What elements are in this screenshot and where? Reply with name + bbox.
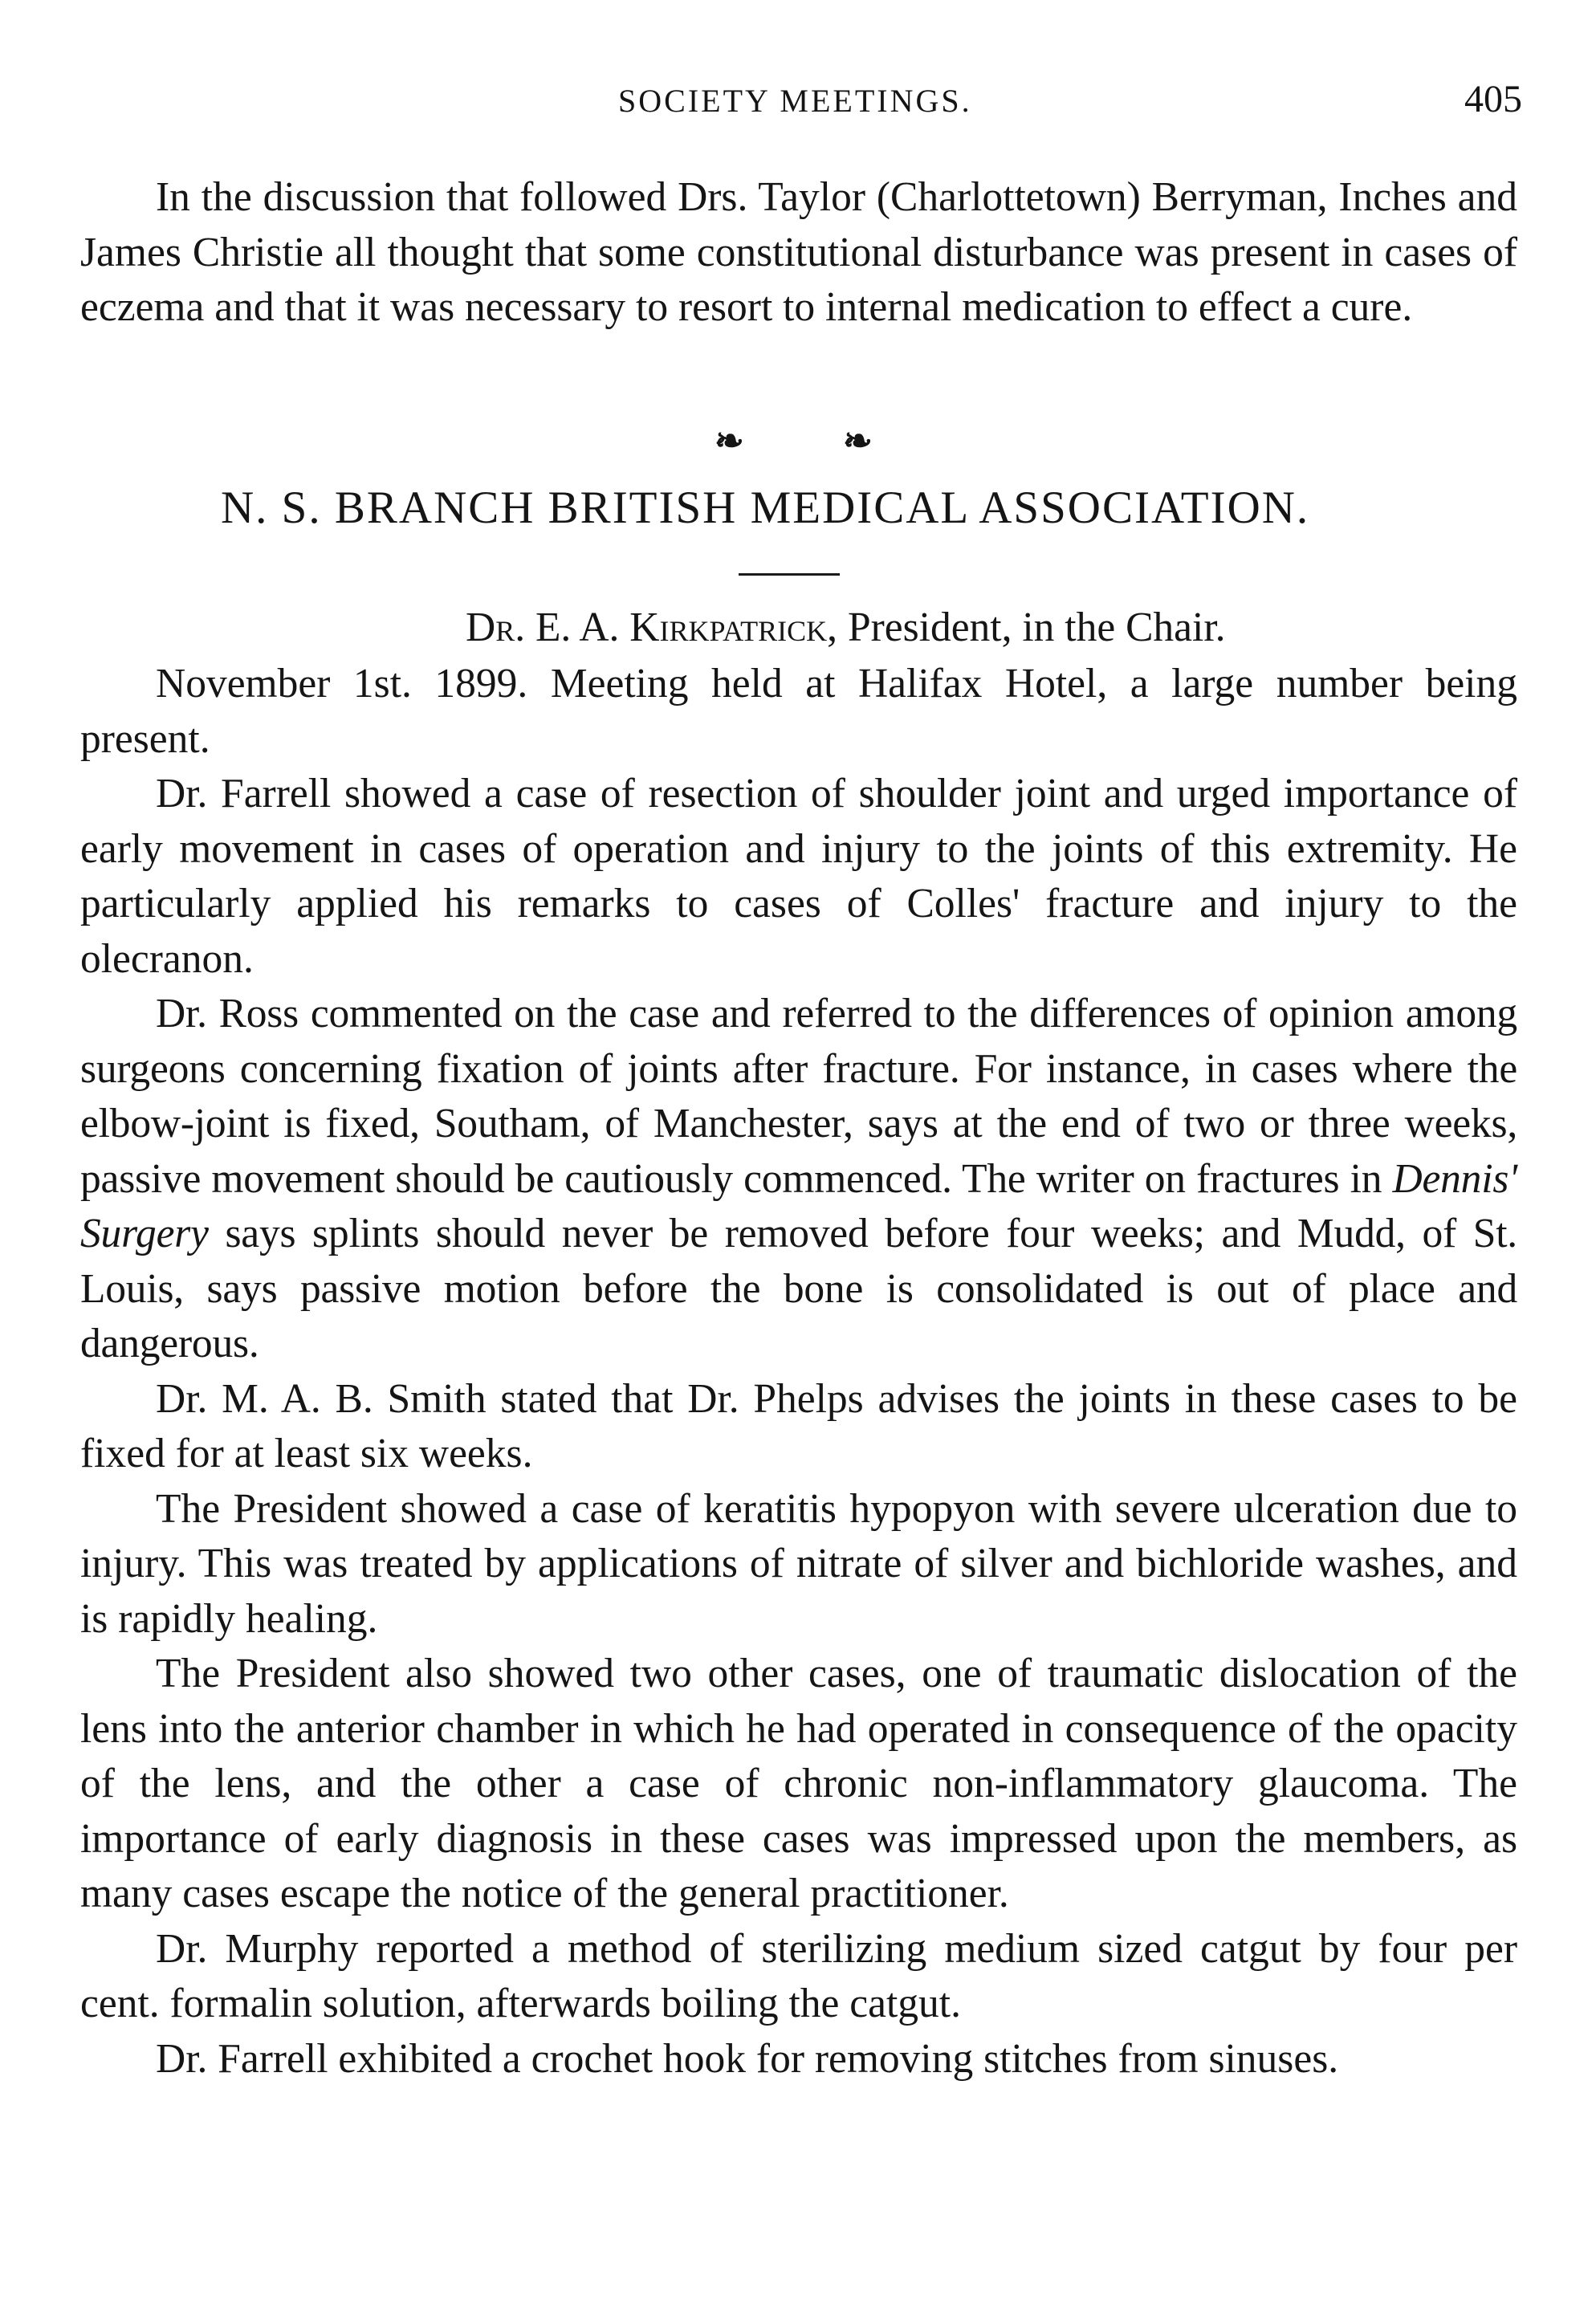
minutes-paragraph-ross [80,987,1517,1372]
page-number: 405 [1464,78,1522,120]
minutes-paragraph-date: November 1st. 1899. Meeting held at Halifax Hotel, a large number being present. [80,661,1517,762]
section-ornament [706,417,899,466]
ross-text-before: Dr. Ross commented on the case and referred to the differences of opinion among surgeons concerning fixation of joints after fracture. For instance, in cases where the elbow-joint is fixed, Southam, of Manchester, says at the end of two or three weeks, passive movement should be cautiously commenced. The writer on fractures in [80,991,1517,1202]
minutes-paragraph-smith: Dr. M. A. B. Smith stated that Dr. Phelps advises the joints in these cases to be fixed for at least six weeks. [80,1375,1517,1476]
ross-text-after: says splints should never be removed before four weeks; and Mudd, of St. Louis, says passive motion before the bone is consolidated is out of place and dangerous. [80,1211,1517,1366]
minutes-paragraph-murphy: Dr. Murphy reported a method of sterilizing medium sized catgut by four per cent. formalin solution, afterwards boiling the catgut. [80,1925,1517,2026]
minutes-paragraph-keratitis: The President showed a case of keratitis hypopyon with severe ulceration due to injury. This was treated by applications of nitrate of silver and bichloride washes, and is rapidly healing. [80,1485,1517,1642]
chair-name: Dr. E. A. Kirkpatrick, [466,605,838,650]
minutes-paragraph-farrell-resection: Dr. Farrell showed a case of resection of shoulder joint and urged importance of early movement in cases of operation and injury to the joints of this extremity. He particularly applied his remarks to cases of Colles' fracture and injury to the olecranon. [80,771,1517,982]
running-head [0,77,1596,125]
running-title: SOCIETY MEETINGS. [618,83,972,119]
minutes-paragraph-lens-glaucoma: The President also showed two other cases, one of traumatic dislocation of the lens into the anterior chamber in which he had operated in consequence of the opacity of the lens, and the other a case of chronic non-inflammatory glaucoma. The importance of early diagnosis in these cases was impressed upon the members, as many cases escape the notice of the general practitioner. [80,1651,1517,1916]
fleuron-left-icon: ❧ [715,421,744,461]
fleuron-right-icon: ❧ [843,421,873,461]
chair-line [466,601,1226,656]
minutes-paragraph-farrell-hook: Dr. Farrell exhibited a crochet hook for removing stitches from sinuses. [156,2035,1339,2082]
intro-paragraph: In the discussion that followed Drs. Taylor (Charlottetown) Berryman, Inches and James Christie all thought that some constitutional disturbance was present in cases of eczema and that it was necessary to resort to internal medication to effect a cure. [80,174,1517,330]
chair-role: President, in the Chair. [847,605,1226,650]
section-heading: N. S. BRANCH BRITISH MEDICAL ASSOCIATION. [221,483,1310,533]
heading-rule [739,573,840,576]
dennis-surgery-title: Dennis' Surgery [80,1155,1517,1256]
meeting-minutes [80,657,1517,2087]
